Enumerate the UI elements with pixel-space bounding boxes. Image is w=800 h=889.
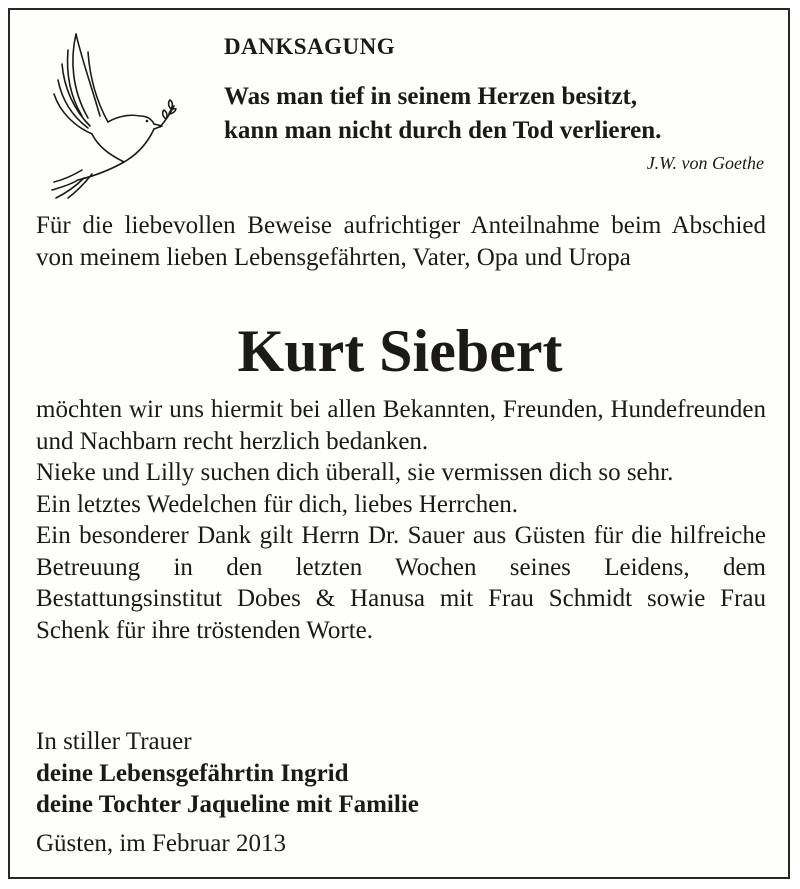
mourner-name: deine Lebensgefährtin Ingrid bbox=[36, 759, 349, 787]
quote bbox=[224, 80, 661, 148]
place-date: Güsten, im Februar 2013 bbox=[36, 830, 286, 857]
deceased-name: Kurt Siebert bbox=[237, 318, 563, 384]
dove-icon bbox=[48, 30, 178, 200]
intro-text: Für die liebevollen Beweise aufrichtiger Anteilnahme beim Abschied von meinem lieben Lebensgefährten, Vater, Opa und Uropa bbox=[36, 212, 766, 271]
mourner-name: deine Tochter Jaqueline mit Familie bbox=[36, 791, 419, 818]
body-paragraph: Nieke und Lilly suchen dich überall, sie vermissen dich so sehr. bbox=[36, 459, 674, 486]
body-paragraph: Ein letztes Wedelchen für dich, liebes Herrchen. bbox=[36, 490, 519, 518]
signoff-intro: In stiller Trauer bbox=[36, 728, 192, 755]
quote-author: J.W. von Goethe bbox=[646, 153, 764, 173]
body-text bbox=[36, 394, 766, 646]
page-title: DANKSAGUNG bbox=[224, 34, 396, 59]
quote-line: Was man tief in seinem Herzen besitzt, bbox=[224, 83, 638, 110]
body-paragraph: möchten wir uns hiermit bei allen Bekannten, Freunden, Hundefreunden und Nachbarn recht herzlich bedanken. bbox=[36, 396, 766, 455]
quote-line: kann man nicht durch den Tod verlieren. bbox=[224, 117, 662, 144]
body-paragraph: Ein besonderer Dank gilt Herrn Dr. Sauer aus Güsten für die hilfreiche Betreuung in den letzten Wochen seines Leidens, dem Bestattungsinstitut Dobes & Hanusa mit Frau Schmidt sowie Frau Schenk für ihre tröstenden Worte. bbox=[36, 522, 766, 644]
intro-paragraph bbox=[36, 210, 766, 273]
signoff bbox=[36, 726, 419, 821]
